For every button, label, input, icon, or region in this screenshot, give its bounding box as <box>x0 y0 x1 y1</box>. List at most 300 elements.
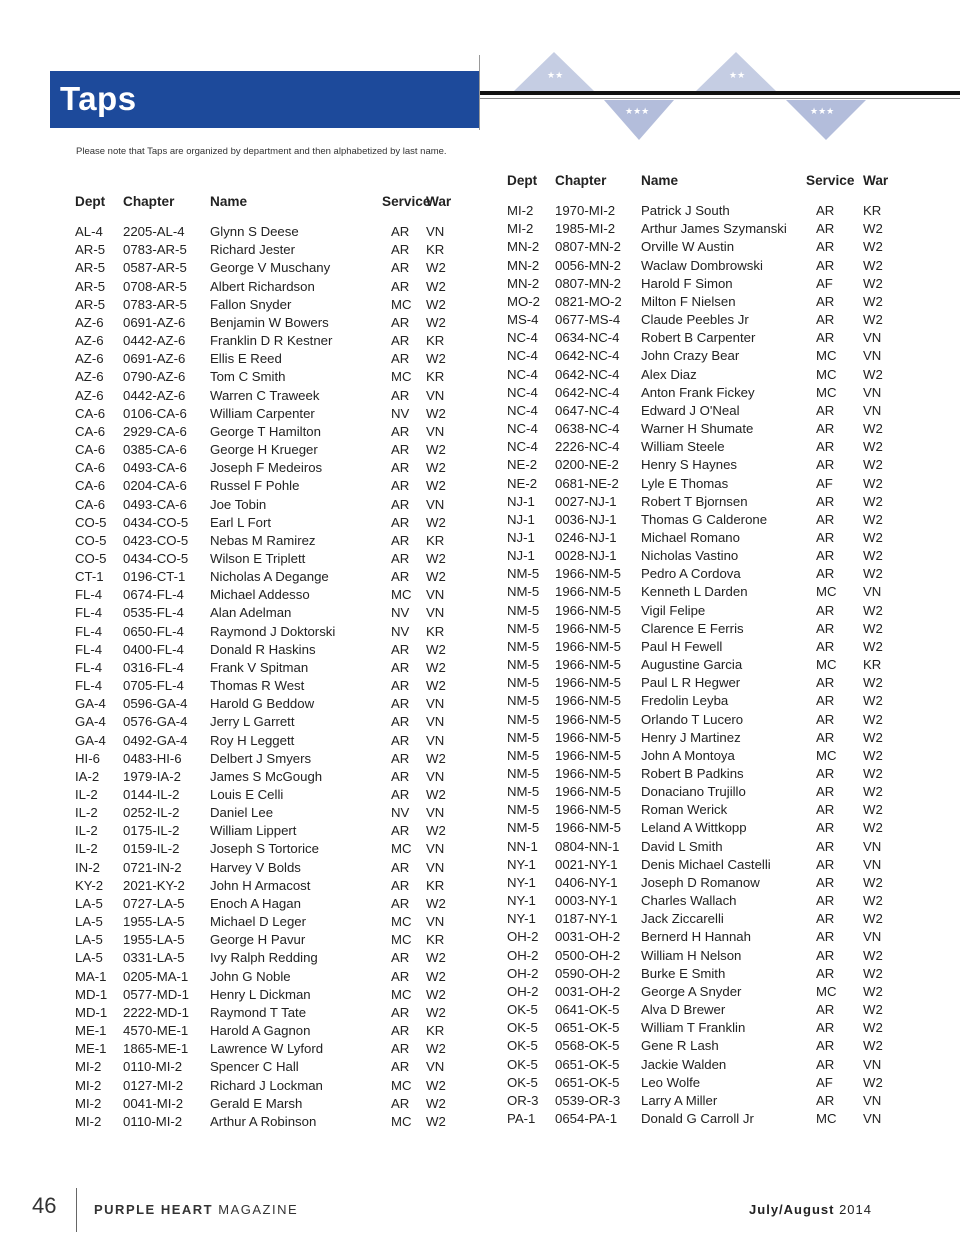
cell-war: VN <box>863 584 882 600</box>
cell-dept: HI-6 <box>75 750 100 766</box>
cell-dept: FL-4 <box>75 623 103 639</box>
cell-name: Thomas R West <box>210 678 305 694</box>
cell-dept: NM-5 <box>507 802 540 818</box>
cell-service: AR <box>391 1059 410 1075</box>
cell-dept: OH-2 <box>507 965 539 981</box>
cell-war: W2 <box>863 820 883 836</box>
cell-name: Delbert J Smyers <box>210 750 312 766</box>
table-row <box>75 1077 460 1095</box>
cell-chapter: 0127-MI-2 <box>123 1077 184 1093</box>
cell-war: W2 <box>426 442 446 458</box>
cell-dept: NC-4 <box>507 348 538 364</box>
cell-chapter: 0200-NE-2 <box>555 457 619 473</box>
cell-service: MC <box>816 384 837 400</box>
cell-war: W2 <box>426 950 446 966</box>
cell-war: VN <box>863 856 882 872</box>
cell-chapter: 1966-NM-5 <box>555 747 621 763</box>
cell-war: W2 <box>863 366 883 382</box>
cell-dept: CO-5 <box>75 514 107 530</box>
cell-service: AR <box>816 947 835 963</box>
cell-chapter: 0106-CA-6 <box>123 405 187 421</box>
page-number: 46 <box>32 1193 57 1218</box>
cell-dept: AR-5 <box>75 242 106 258</box>
cell-chapter: 0674-FL-4 <box>123 587 184 603</box>
cell-chapter: 1955-LA-5 <box>123 932 185 948</box>
table-row <box>75 822 460 840</box>
cell-war: W2 <box>863 1038 883 1054</box>
table-row <box>507 892 897 910</box>
cell-war: VN <box>426 224 445 240</box>
table-row <box>507 692 897 710</box>
cell-service: AR <box>391 1023 410 1039</box>
cell-dept: MO-2 <box>507 293 540 309</box>
table-row <box>75 913 460 931</box>
cell-service: AR <box>391 242 410 258</box>
cell-dept: AZ-6 <box>75 387 104 403</box>
cell-dept: NM-5 <box>507 729 540 745</box>
cell-service: AR <box>816 203 835 219</box>
header-service: Service <box>382 194 431 209</box>
cell-war: W2 <box>426 514 446 530</box>
cell-dept: MI-2 <box>75 1077 102 1093</box>
cell-name: Ellis E Reed <box>210 351 282 367</box>
table-row <box>75 949 460 967</box>
cell-dept: GA-4 <box>75 696 106 712</box>
cell-service: AR <box>391 423 410 439</box>
cell-war: W2 <box>863 947 883 963</box>
cell-dept: OK-5 <box>507 1002 538 1018</box>
table-row <box>507 874 897 892</box>
cell-chapter: 0568-OK-5 <box>555 1038 620 1054</box>
cell-chapter: 0205-MA-1 <box>123 968 189 984</box>
cell-war: W2 <box>863 566 883 582</box>
cell-name: Harvey V Bolds <box>210 859 301 875</box>
header-service: Service <box>806 173 855 188</box>
table-row <box>75 732 460 750</box>
table-row <box>75 1058 460 1076</box>
cell-name: Joe Tobin <box>210 496 267 512</box>
cell-war: W2 <box>863 493 883 509</box>
table-row <box>507 1037 897 1055</box>
cell-service: AR <box>816 784 835 800</box>
cell-war: W2 <box>863 275 883 291</box>
cell-name: Harold A Gagnon <box>210 1023 311 1039</box>
cell-name: Richard J Lockman <box>210 1077 323 1093</box>
table-row <box>75 550 460 568</box>
table-row <box>507 583 897 601</box>
table-row <box>507 965 897 983</box>
header-chapter: Chapter <box>123 194 175 209</box>
cell-name: Michael Romano <box>641 529 740 545</box>
cell-service: AR <box>816 820 835 836</box>
table-row <box>75 477 460 495</box>
cell-war: W2 <box>426 314 446 330</box>
header-war: War <box>426 194 452 209</box>
cell-service: MC <box>391 986 412 1002</box>
table-row <box>75 387 460 405</box>
cell-name: Ivy Ralph Redding <box>210 950 318 966</box>
table-row <box>507 983 897 1001</box>
table-row <box>507 729 897 747</box>
flag-triangle-icon <box>786 100 866 140</box>
cell-service: AR <box>816 330 835 346</box>
cell-name: George A Snyder <box>641 983 742 999</box>
cell-war: VN <box>426 805 445 821</box>
cell-dept: AR-5 <box>75 278 106 294</box>
table-row <box>75 350 460 368</box>
cell-dept: LA-5 <box>75 914 103 930</box>
table-row <box>75 332 460 350</box>
table-row <box>75 278 460 296</box>
cell-service: AR <box>816 493 835 509</box>
cell-service: AR <box>391 895 410 911</box>
cell-name: Michael D Leger <box>210 914 307 930</box>
cell-chapter: 0638-NC-4 <box>555 421 620 437</box>
cell-war: W2 <box>863 747 883 763</box>
cell-name: Harold G Beddow <box>210 696 315 712</box>
cell-dept: NM-5 <box>507 638 540 654</box>
cell-service: AR <box>391 550 410 566</box>
cell-war: VN <box>426 841 445 857</box>
cell-chapter: 1966-NM-5 <box>555 784 621 800</box>
cell-chapter: 0493-CA-6 <box>123 460 187 476</box>
cell-chapter: 0031-OH-2 <box>555 983 621 999</box>
cell-chapter: 0821-MO-2 <box>555 293 622 309</box>
cell-chapter: 0721-IN-2 <box>123 859 182 875</box>
cell-name: Daniel Lee <box>210 805 274 821</box>
cell-service: AR <box>816 511 835 527</box>
table-row <box>507 947 897 965</box>
table-row <box>507 293 897 311</box>
cell-chapter: 2021-KY-2 <box>123 877 185 893</box>
cell-chapter: 0727-LA-5 <box>123 895 185 911</box>
table-row <box>75 968 460 986</box>
cell-name: Bernerd H Hannah <box>641 929 751 945</box>
cell-chapter: 0027-NJ-1 <box>555 493 617 509</box>
cell-war: KR <box>426 369 445 385</box>
cell-chapter: 4570-ME-1 <box>123 1023 189 1039</box>
table-row <box>75 931 460 949</box>
cell-chapter: 0492-GA-4 <box>123 732 188 748</box>
cell-dept: MI-2 <box>75 1059 102 1075</box>
cell-service: AR <box>816 1038 835 1054</box>
cell-name: Orlando T Lucero <box>641 711 744 727</box>
cell-war: KR <box>863 657 882 673</box>
cell-service: MC <box>816 983 837 999</box>
cell-war: VN <box>426 605 445 621</box>
cell-service: AR <box>391 823 410 839</box>
cell-chapter: 0175-IL-2 <box>123 823 180 839</box>
cell-service: MC <box>816 1110 837 1126</box>
cell-war: W2 <box>426 351 446 367</box>
cell-name: James S McGough <box>210 768 323 784</box>
cell-chapter: 0642-NC-4 <box>555 384 620 400</box>
cell-name: Alva D Brewer <box>641 1002 726 1018</box>
cell-service: AR <box>391 659 410 675</box>
cell-service: AR <box>391 968 410 984</box>
cell-chapter: 0110-MI-2 <box>123 1059 183 1075</box>
cell-name: Patrick J South <box>641 203 730 219</box>
table-row <box>507 366 897 384</box>
table-row <box>507 511 897 529</box>
cell-dept: MI-2 <box>507 203 534 219</box>
svg-text:★★: ★★ <box>729 71 746 81</box>
cell-service: MC <box>391 914 412 930</box>
table-row <box>75 713 460 731</box>
cell-name: Larry A Miller <box>641 1092 718 1108</box>
cell-war: W2 <box>426 787 446 802</box>
cell-chapter: 0031-OH-2 <box>555 929 621 945</box>
cell-service: AR <box>391 787 410 802</box>
table-row <box>507 547 897 565</box>
table-row <box>507 311 897 329</box>
cell-war: W2 <box>426 296 446 312</box>
cell-chapter: 0650-FL-4 <box>123 623 184 639</box>
cell-dept: NM-5 <box>507 820 540 836</box>
cell-dept: LA-5 <box>75 932 103 948</box>
cell-dept: OK-5 <box>507 1020 538 1036</box>
cell-dept: OK-5 <box>507 1038 538 1054</box>
cell-name: John H Armacost <box>210 877 311 893</box>
cell-chapter: 0804-NN-1 <box>555 838 620 854</box>
cell-war: W2 <box>863 693 883 709</box>
cell-service: NV <box>391 623 410 639</box>
table-row <box>75 1095 460 1113</box>
table-row <box>75 586 460 604</box>
cell-dept: OH-2 <box>507 929 539 945</box>
cell-war: W2 <box>863 711 883 727</box>
cell-name: Fredolin Leyba <box>641 693 729 709</box>
cell-chapter: 1966-NM-5 <box>555 711 621 727</box>
cell-war: W2 <box>863 620 883 636</box>
cell-war: W2 <box>863 784 883 800</box>
cell-chapter: 1865-ME-1 <box>123 1041 189 1057</box>
table-row <box>75 859 460 877</box>
cell-service: MC <box>816 366 837 382</box>
header-chapter: Chapter <box>555 173 607 188</box>
cell-name: John A Montoya <box>641 747 735 763</box>
cell-dept: NM-5 <box>507 620 540 636</box>
table-row <box>75 368 460 386</box>
table-row <box>507 910 897 928</box>
magazine-name-bold: PURPLE HEART <box>94 1202 214 1217</box>
cell-dept: NM-5 <box>507 766 540 781</box>
cell-war: W2 <box>426 750 446 766</box>
table-row <box>507 257 897 275</box>
cell-dept: ME-1 <box>75 1023 107 1039</box>
cell-war: W2 <box>863 911 883 927</box>
table-row <box>75 786 460 804</box>
table-row <box>507 347 897 365</box>
table-row <box>507 674 897 692</box>
cell-chapter: 0434-CO-5 <box>123 514 189 530</box>
svg-text:★★: ★★ <box>547 71 564 81</box>
cell-war: VN <box>426 714 445 730</box>
cell-dept: NM-5 <box>507 675 540 691</box>
cell-service: AR <box>391 387 410 403</box>
cell-chapter: 0036-NJ-1 <box>555 511 617 527</box>
cell-war: W2 <box>426 823 446 839</box>
cell-name: Henry L Dickman <box>210 986 311 1002</box>
cell-name: Benjamin W Bowers <box>210 314 329 330</box>
cell-dept: AZ-6 <box>75 351 104 367</box>
cell-service: AR <box>391 569 410 585</box>
cell-dept: NJ-1 <box>507 493 535 509</box>
cell-name: William Carpenter <box>210 405 315 421</box>
cell-chapter: 2205-AL-4 <box>123 224 185 240</box>
table-row <box>507 747 897 765</box>
table-row <box>75 1022 460 1040</box>
table-row <box>75 1004 460 1022</box>
cell-service: AR <box>391 768 410 784</box>
cell-dept: NM-5 <box>507 657 540 673</box>
cell-chapter: 0385-CA-6 <box>123 442 187 458</box>
cell-name: Roman Werick <box>641 802 728 818</box>
cell-service: AR <box>816 529 835 545</box>
cell-dept: LA-5 <box>75 950 103 966</box>
cell-service: AR <box>391 224 410 240</box>
cell-war: KR <box>426 932 445 948</box>
cell-dept: AL-4 <box>75 224 103 240</box>
cell-chapter: 1966-NM-5 <box>555 693 621 709</box>
cell-dept: CO-5 <box>75 550 107 566</box>
cell-name: Charles Wallach <box>641 893 737 909</box>
cell-name: Harold F Simon <box>641 275 733 291</box>
cell-service: MC <box>391 1113 412 1129</box>
cell-service: AR <box>816 693 835 709</box>
cell-name: Frank V Spitman <box>210 659 309 675</box>
cell-war: VN <box>426 387 445 403</box>
cell-dept: CT-1 <box>75 569 104 585</box>
cell-name: Nebas M Ramirez <box>210 532 316 548</box>
cell-service: AR <box>816 929 835 945</box>
cell-service: AR <box>391 859 410 875</box>
cell-service: AR <box>816 802 835 818</box>
cell-dept: NC-4 <box>507 421 538 437</box>
cell-service: MC <box>816 747 837 763</box>
cell-name: Vigil Felipe <box>641 602 706 618</box>
table-row <box>507 765 897 783</box>
cell-name: William H Nelson <box>641 947 742 963</box>
cell-service: MC <box>391 1077 412 1093</box>
cell-service: MC <box>391 841 412 857</box>
cell-service: AR <box>391 478 410 494</box>
table-row <box>75 314 460 332</box>
cell-chapter: 0535-FL-4 <box>123 605 184 621</box>
cell-service: AR <box>816 421 835 437</box>
cell-chapter: 0500-OH-2 <box>555 947 621 963</box>
cell-chapter: 2226-NC-4 <box>555 439 620 455</box>
cell-service: MC <box>816 657 837 673</box>
cell-war: W2 <box>426 678 446 694</box>
magazine-name <box>94 1202 298 1217</box>
cell-chapter: 1985-MI-2 <box>555 221 616 237</box>
cell-name: Nicholas A Degange <box>210 569 329 585</box>
table-row <box>507 638 897 656</box>
cell-war: W2 <box>426 1113 446 1129</box>
table-row <box>75 405 460 423</box>
cell-dept: ME-1 <box>75 1041 107 1057</box>
cell-chapter: 0196-CT-1 <box>123 569 186 585</box>
cell-service: AR <box>816 911 835 927</box>
cell-name: Wilson E Triplett <box>210 550 306 566</box>
cell-chapter: 0028-NJ-1 <box>555 548 617 564</box>
cell-chapter: 2222-MD-1 <box>123 1004 189 1020</box>
flag-triangle-icon <box>604 100 674 140</box>
cell-war: VN <box>863 1092 882 1108</box>
cell-chapter: 0642-NC-4 <box>555 366 620 382</box>
cell-chapter: 0790-AZ-6 <box>123 369 186 385</box>
table-row <box>75 659 460 677</box>
cell-chapter: 0708-AR-5 <box>123 278 187 294</box>
cell-name: Henry J Martinez <box>641 729 741 745</box>
cell-war: W2 <box>863 293 883 309</box>
cell-dept: FL-4 <box>75 587 103 603</box>
cell-service: AF <box>816 275 833 291</box>
cell-service: AF <box>816 1074 833 1090</box>
cell-chapter: 0642-NC-4 <box>555 348 620 364</box>
cell-chapter: 0807-MN-2 <box>555 239 621 255</box>
cell-name: Donald R Haskins <box>210 641 316 657</box>
cell-name: William T Franklin <box>641 1020 746 1036</box>
cell-name: Spencer C Hall <box>210 1059 299 1075</box>
cell-war: W2 <box>863 802 883 818</box>
cell-chapter: 0641-OK-5 <box>555 1002 620 1018</box>
cell-name: Milton F Nielsen <box>641 293 736 309</box>
cell-name: Michael Addesso <box>210 587 310 603</box>
cell-name: Alan Adelman <box>210 605 292 621</box>
issue-date-bold: July/August <box>749 1202 835 1217</box>
cell-war: VN <box>426 696 445 712</box>
cell-war: KR <box>426 877 445 893</box>
cell-dept: MN-2 <box>507 257 540 273</box>
cell-service: AR <box>816 893 835 909</box>
cell-chapter: 0705-FL-4 <box>123 678 184 694</box>
cell-war: W2 <box>426 1004 446 1020</box>
cell-chapter: 1955-LA-5 <box>123 914 185 930</box>
cell-war: VN <box>863 402 882 418</box>
magazine-name-rest: MAGAZINE <box>213 1202 299 1217</box>
table-row <box>75 568 460 586</box>
cell-dept: NY-1 <box>507 893 536 909</box>
cell-service: AR <box>391 496 410 512</box>
cell-chapter: 1970-MI-2 <box>555 203 616 219</box>
cell-dept: NM-5 <box>507 584 540 600</box>
cell-war: W2 <box>863 312 883 328</box>
table-row <box>507 565 897 583</box>
table-row <box>75 532 460 550</box>
cell-war: W2 <box>426 659 446 675</box>
cell-name: Thomas G Calderone <box>641 511 768 527</box>
cell-dept: GA-4 <box>75 714 106 730</box>
cell-name: Lyle E Thomas <box>641 475 729 491</box>
cell-service: AR <box>816 838 835 854</box>
table-body <box>507 202 897 1128</box>
cell-dept: NM-5 <box>507 566 540 582</box>
cell-name: Russel F Pohle <box>210 478 300 494</box>
cell-dept: MI-2 <box>507 221 534 237</box>
cell-dept: CA-6 <box>75 405 106 421</box>
cell-chapter: 2929-CA-6 <box>123 423 187 439</box>
cell-dept: OH-2 <box>507 983 539 999</box>
cell-chapter: 1966-NM-5 <box>555 566 621 582</box>
cell-dept: IN-2 <box>75 859 100 875</box>
cell-name: Jack Ziccarelli <box>641 911 724 927</box>
cell-service: AR <box>391 732 410 748</box>
cell-war: W2 <box>426 986 446 1002</box>
cell-war: KR <box>426 333 445 349</box>
footer-divider <box>76 1188 77 1232</box>
